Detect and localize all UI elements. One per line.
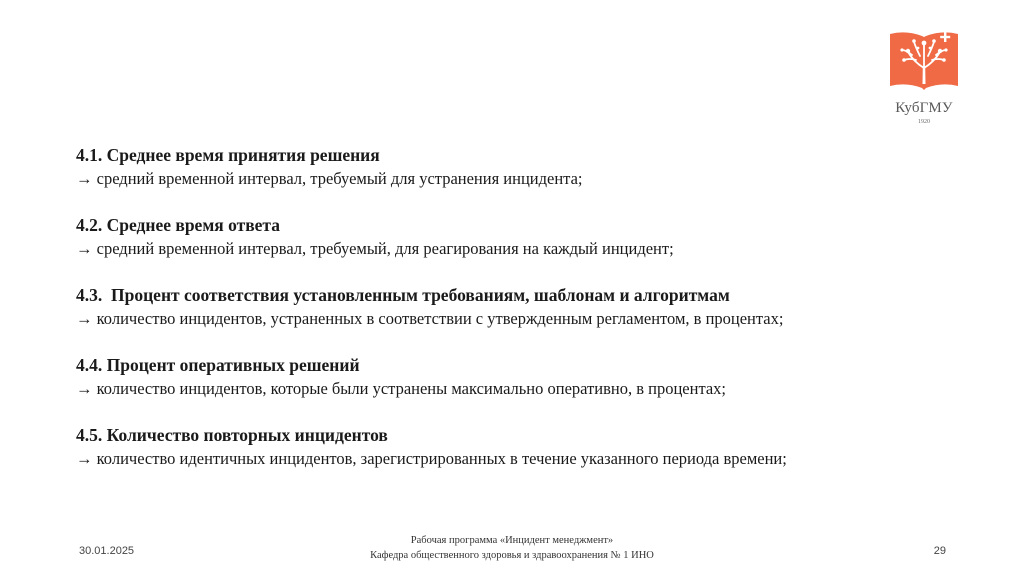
metric-item (76, 214, 956, 261)
university-logo (884, 28, 964, 128)
footer-program: Рабочая программа «Инцидент менеджмент» (410, 535, 614, 546)
logo-year: 1920 (918, 119, 930, 125)
metric-item (76, 144, 956, 191)
book-tree-icon (884, 28, 964, 100)
footer-department: Кафедра общественного здоровья и здравоохранения № 1 ИНО (370, 550, 654, 561)
metric-description: → количество инцидентов, устраненных в соответствии с утвержденным регламентом, в процентах; (76, 309, 784, 328)
metric-description: → средний временной интервал, требуемый для устранения инцидента; (76, 169, 583, 188)
metrics-list (76, 144, 956, 494)
metric-item (76, 284, 956, 331)
metric-title: 4.5. Количество повторных инцидентов (76, 425, 388, 445)
metric-description: → средний временной интервал, требуемый, для реагирования на каждый инцидент; (76, 239, 674, 258)
metric-title: 4.2. Среднее время ответа (76, 215, 280, 235)
metric-title: 4.4. Процент оперативных решений (76, 355, 360, 375)
metric-title: 4.3. Процент соответствия установленным требованиям, шаблонам и алгоритмам (76, 285, 730, 305)
metric-item (76, 354, 956, 401)
footer-caption (300, 533, 724, 563)
logo-name: КубГМУ (895, 100, 953, 116)
metric-description: → количество идентичных инцидентов, зарегистрированных в течение указанного периода времени; (76, 449, 787, 468)
page-number: 29 (933, 545, 946, 557)
metric-description: → количество инцидентов, которые были устранены максимально оперативно, в процентах; (76, 379, 727, 398)
footer-date: 30.01.2025 (79, 545, 135, 557)
metric-title: 4.1. Среднее время принятия решения (76, 145, 380, 165)
metric-item (76, 424, 956, 471)
